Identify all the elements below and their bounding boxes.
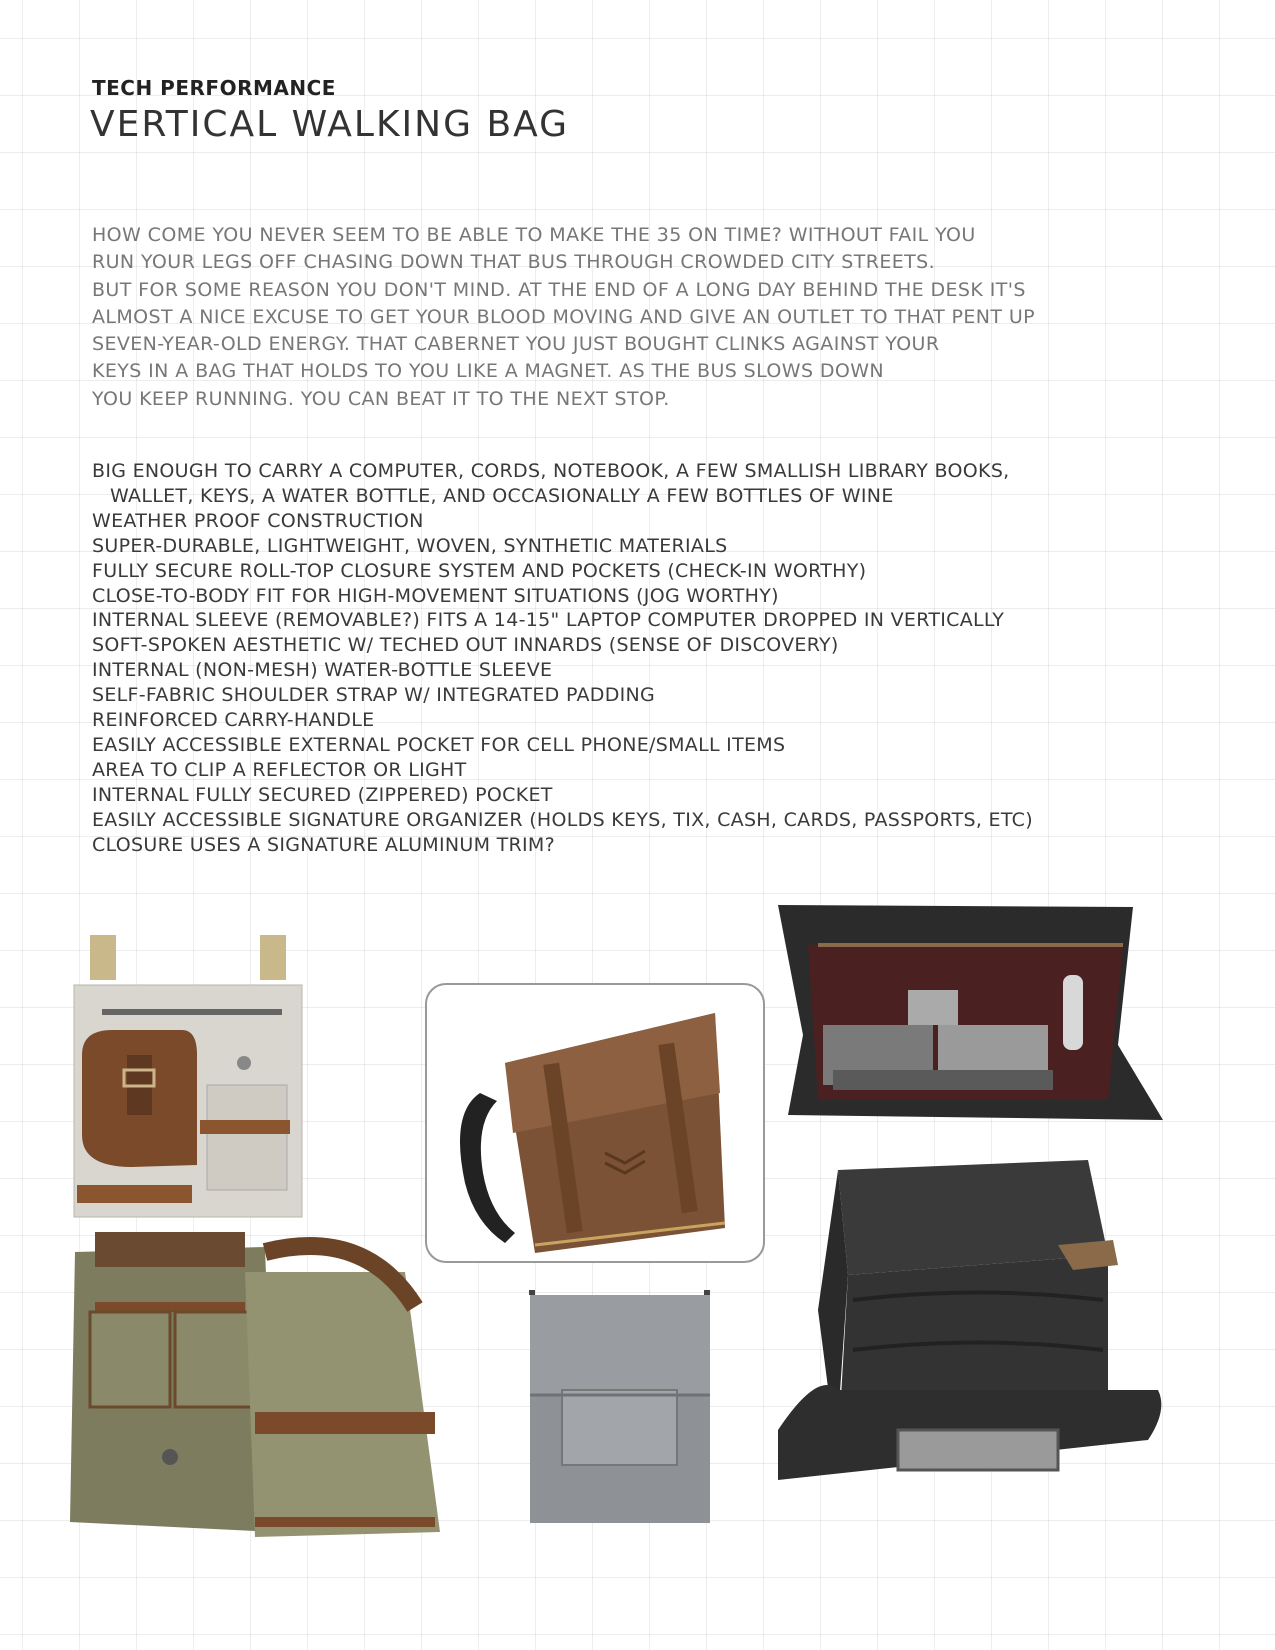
feature-item: FULLY SECURE ROLL-TOP CLOSURE SYSTEM AND POCKETS (CHECK-IN WORTHY) <box>92 559 867 582</box>
feature-item: SELF-FABRIC SHOULDER STRAP W/ INTEGRATED PADDING <box>92 684 656 707</box>
story-line: KEYS IN A BAG THAT HOLDS TO YOU LIKE A MAGNET. AS THE BUS SLOWS DOWN <box>92 360 885 383</box>
feature-item: SOFT-SPOKEN AESTHETIC W/ TECHED OUT INNARDS (SENSE OF DISCOVERY) <box>92 634 839 657</box>
feature-item: CLOSE-TO-BODY FIT FOR HIGH-MOVEMENT SITUATIONS (JOG WORTHY) <box>92 584 779 607</box>
story-line: RUN YOUR LEGS OFF CHASING DOWN THAT BUS THROUGH CROWDED CITY STREETS. <box>92 251 936 274</box>
feature-item: INTERNAL FULLY SECURED (ZIPPERED) POCKET <box>92 783 553 806</box>
bag-photo-olive-canvas <box>65 1232 445 1542</box>
feature-item: WEATHER PROOF CONSTRUCTION <box>92 509 424 532</box>
feature-item: REINFORCED CARRY-HANDLE <box>92 709 375 732</box>
feature-item: SUPER-DURABLE, LIGHTWEIGHT, WOVEN, SYNTHETIC MATERIALS <box>92 534 728 557</box>
bag-photo-black-tube <box>778 1160 1168 1520</box>
feature-item: EASILY ACCESSIBLE EXTERNAL POCKET FOR CELL PHONE/SMALL ITEMS <box>92 733 786 756</box>
story-paragraph <box>92 222 1192 413</box>
feature-item: INTERNAL (NON-MESH) WATER-BOTTLE SLEEVE <box>92 659 553 682</box>
feature-item: CLOSURE USES A SIGNATURE ALUMINUM TRIM? <box>92 833 556 856</box>
bag-photo-leather-messenger <box>425 983 765 1263</box>
feature-list <box>92 459 1212 858</box>
feature-item: WALLET, KEYS, A WATER BOTTLE, AND OCCASIONALLY A FEW BOTTLES OF WINE <box>110 484 894 507</box>
feature-item: INTERNAL SLEEVE (REMOVABLE?) FITS A 14-15" LAPTOP COMPUTER DROPPED IN VERTICALLY <box>92 609 1005 632</box>
bag-photo-grey-vertical <box>522 1285 717 1525</box>
feature-item: AREA TO CLIP A REFLECTOR OR LIGHT <box>92 758 467 781</box>
page-title: VERTICAL WALKING BAG <box>90 104 570 145</box>
story-line: ALMOST A NICE EXCUSE TO GET YOUR BLOOD MOVING AND GIVE AN OUTLET TO THAT PENT UP <box>92 305 1036 328</box>
story-line: HOW COME YOU NEVER SEEM TO BE ABLE TO MAKE THE 35 ON TIME? WITHOUT FAIL YOU <box>92 224 976 246</box>
story-line: SEVEN-YEAR-OLD ENERGY. THAT CABERNET YOU JUST BOUGHT CLINKS AGAINST YOUR <box>92 333 940 356</box>
page-subtitle: TECH PERFORMANCE <box>92 76 336 100</box>
story-line: YOU KEEP RUNNING. YOU CAN BEAT IT TO THE NEXT STOP. <box>92 387 670 410</box>
bag-photo-open-interior <box>778 905 1163 1130</box>
feature-item: EASILY ACCESSIBLE SIGNATURE ORGANIZER (HOLDS KEYS, TIX, CASH, CARDS, PASSPORTS, ETC) <box>92 808 1033 831</box>
story-line: BUT FOR SOME REASON YOU DON'T MIND. AT THE END OF A LONG DAY BEHIND THE DESK IT'S <box>92 278 1026 301</box>
bag-photo-organizer <box>72 935 307 1220</box>
feature-item: BIG ENOUGH TO CARRY A COMPUTER, CORDS, NOTEBOOK, A FEW SMALLISH LIBRARY BOOKS, <box>92 460 1010 482</box>
